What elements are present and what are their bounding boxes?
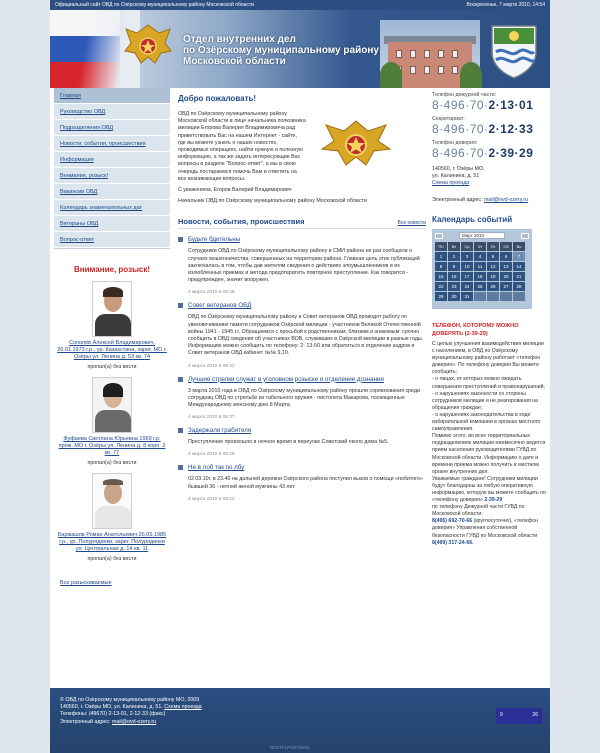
visit-counter[interactable]: 9 26 bbox=[496, 708, 542, 724]
footer-map-link[interactable]: Схема проезда bbox=[164, 704, 202, 711]
calendar-day[interactable]: 11 bbox=[474, 262, 486, 271]
calendar-next-button[interactable] bbox=[521, 233, 529, 239]
calendar-day[interactable]: 16 bbox=[448, 272, 460, 281]
bullet-icon bbox=[178, 377, 183, 382]
duty-phone-label: Телефон дежурной части: bbox=[432, 92, 497, 98]
bullet-icon bbox=[178, 303, 183, 308]
calendar-day[interactable]: 25 bbox=[474, 282, 486, 291]
calendar-weekday: Пт bbox=[487, 242, 499, 251]
calendar-day[interactable]: 21 bbox=[513, 272, 525, 281]
duty-phone-number: 8·496·70·2·13·01 bbox=[432, 98, 534, 112]
trust-phone-label: Телефон доверия: bbox=[432, 140, 478, 146]
trust-phone-heading: ТЕЛЕФОН, КОТОРОМУ МОЖНО ДОВЕРЯТЬ (2-39-29) bbox=[432, 323, 519, 337]
person-name-link[interactable]: Фуфаева Светлана Юрьевна 1959 г.р. прож. МО г. Озёры ул. Ленина д. 8 корп. 2 кв. 77 bbox=[58, 436, 166, 456]
all-wanted-link[interactable]: Все разыскиваемые bbox=[60, 580, 112, 586]
trust-phone-text: С целью улучшения взаимодействия милиции с населением, в ОВД по Озёрскому муниципальному району работает «телефон доверия». По телефону доверия Вы можете сообщить: - о лицах, от которых можно ожидать совершения преступлений и правонарушений; - о нарушениях законности со стороны сотрудников милиции и не реагирования на обращения граждан; - о нарушениях законодательства в ходе избирательной компании в органах местного самоуправления. Помимо этого, во всех территориальных подразделениях милиции ежемесячно ведется прием населения руководителями ГУВД по Московской области. Информацию о дате и времени приема можно получить в местном органе внутренних дел. Уважаемые граждане! Сотрудники милиции будут благодарны за любую оперативную информацию, которую вы можете сообщить по «телефону доверия» 2-39-29 по телефону Дежурной части ГУВД по Московской области: 8(495) 692-70-66 (круглосуточно), «телефон доверия» Управления собственной безопасности ГУВД по Московской области 8(499) 317-24-66. bbox=[432, 341, 546, 546]
calendar-day[interactable]: 20 bbox=[500, 272, 512, 281]
welcome-signature: Начальник ОВД по Озёрскому муниципальному району Московской области bbox=[178, 198, 367, 205]
header-banner bbox=[50, 10, 550, 88]
calendar-day[interactable]: 26 bbox=[487, 282, 499, 291]
calendar-heading: Календарь событий bbox=[432, 215, 513, 224]
nav-item-calendar-dates[interactable]: Календарь знаменательных дат bbox=[54, 200, 170, 216]
footer-copyright: © ОВД по Озёрскому муниципальному району МО, 2009 bbox=[60, 697, 200, 703]
nav-item-divisions[interactable]: Подразделения ОВД bbox=[54, 120, 170, 136]
calendar-day[interactable]: 19 bbox=[487, 272, 499, 281]
news-title-link[interactable]: Лучшие стрелки служат в уголовном розыске и отделение дознания bbox=[188, 375, 384, 383]
calendar-day[interactable]: 15 bbox=[435, 272, 447, 281]
calendar-day[interactable]: 14 bbox=[513, 262, 525, 271]
news-text: Сотрудники ОВД по Озёрскому муниципальному району в СМИ района не раз сообщали о случаях мошенничества, совершенных на территории района. Главная цель этих публикаций заключалась в том, чтобы дав жителям сведения о действиях злоумышленников и их излюбленных приемах и метода предотвратить повторное преступление. Как говорится - предупрежден, значит вооружен. bbox=[188, 248, 420, 284]
wanted-person bbox=[54, 377, 170, 466]
news-date: 4 марта 2010 в 09:28 bbox=[188, 452, 235, 458]
calendar-day[interactable]: 30 bbox=[448, 292, 460, 301]
calendar-prev-button[interactable] bbox=[435, 233, 443, 239]
nav-item-information[interactable]: Информация bbox=[54, 152, 170, 168]
person-photo[interactable] bbox=[92, 281, 132, 337]
news-title-link[interactable]: Совет ветеранов ОВД bbox=[188, 302, 252, 310]
welcome-paragraph: ОВД по Озёрскому муниципальному району Московской области в лице начальника полковника милиции Егорова Валерия Владимировича рад приветствовать Вас на нашем Интернет - сайте, где вы можете узнать о наших новостях, проводимых операциях, найти нужную и полезную информацию, а так же задать интересующие Вас вопросы в разделе "Вопрос-ответ", а мы в свою очередь постараемся помочь Вам и ответить на все возникающие вопросы. bbox=[178, 111, 306, 182]
bullet-icon bbox=[178, 428, 183, 433]
news-header bbox=[178, 217, 426, 229]
date-time: Воскресенье, 7 марта 2010, 14:54 bbox=[466, 2, 545, 8]
calendar-day[interactable]: 2 bbox=[448, 252, 460, 261]
wanted-heading: Внимание, розыск! bbox=[73, 265, 151, 274]
police-eagle-emblem-icon bbox=[318, 117, 394, 179]
bullet-icon bbox=[178, 465, 183, 470]
news-date: 4 марта 2010 в 09:48 bbox=[188, 290, 235, 296]
wanted-person bbox=[54, 473, 170, 562]
news-date: 4 марта 2010 в 09:37 bbox=[188, 415, 235, 421]
calendar-month-select[interactable]: Март 2010 bbox=[459, 232, 505, 239]
person-name-link[interactable]: Сополёв Алексей Владимирович, 20.01.1973 г.р., ур. Казахстана, зарег. МО г. Озёры ул. Ленина д. 53 кв. 74 bbox=[57, 340, 167, 360]
calendar-day[interactable]: 29 bbox=[435, 292, 447, 301]
calendar-day[interactable]: 12 bbox=[487, 262, 499, 271]
welcome-regards: С уважением, Егоров Валерий Владимирович bbox=[178, 187, 292, 194]
person-photo[interactable] bbox=[92, 473, 132, 529]
email-link[interactable]: mail@ovd-ozery.ru bbox=[483, 197, 529, 203]
news-item bbox=[178, 427, 426, 457]
site-caption: Официальный сайт ОВД по Озёрскому муниципальному району Московской области bbox=[55, 2, 254, 8]
calendar-day[interactable]: 3 bbox=[461, 252, 473, 261]
calendar-day bbox=[513, 292, 525, 301]
main-nav bbox=[54, 88, 170, 249]
ozery-coat-of-arms-icon bbox=[486, 22, 542, 80]
person-status: пропал(а) без вести bbox=[87, 364, 137, 370]
calendar-day bbox=[500, 292, 512, 301]
calendar-day[interactable]: 28 bbox=[513, 282, 525, 291]
address: 140560, г. Озёры МО, ул. Калинина, д. 51 Схема проезда bbox=[432, 166, 485, 186]
developer-credit: DIGITALPOSTMAN bbox=[270, 744, 310, 750]
news-item bbox=[178, 236, 426, 295]
events-calendar bbox=[432, 229, 532, 309]
calendar-day[interactable]: 13 bbox=[500, 262, 512, 271]
calendar-day[interactable]: 17 bbox=[461, 272, 473, 281]
secretary-phone-number: 8·496·70·2·12·33 bbox=[432, 122, 534, 136]
wanted-person bbox=[54, 281, 170, 370]
nav-item-leadership[interactable]: Руководство ОВД bbox=[54, 104, 170, 120]
welcome-section bbox=[178, 111, 426, 205]
main-area bbox=[50, 88, 550, 688]
nav-item-veterans[interactable]: Ветераны ОВД bbox=[54, 216, 170, 232]
person-status: пропал(а) без вести bbox=[87, 460, 137, 466]
nav-item-news[interactable]: Новости, события, происшествия bbox=[54, 136, 170, 152]
trust-phone-number: 8·496·70·2·39·29 bbox=[432, 146, 534, 160]
right-column bbox=[432, 88, 546, 547]
footer-email-link[interactable]: mail@ovd-ozery.ru bbox=[111, 718, 157, 725]
calendar-day bbox=[487, 292, 499, 301]
calendar-weekday: Сб bbox=[500, 242, 512, 251]
bullet-icon bbox=[178, 237, 183, 242]
news-date: 4 марта 2010 в 09:42 bbox=[188, 363, 235, 369]
map-link[interactable]: Схема проезда bbox=[432, 180, 470, 186]
calendar-day bbox=[474, 292, 486, 301]
nav-item-wanted[interactable]: Внимание, розыск! bbox=[54, 168, 170, 184]
left-column bbox=[54, 88, 170, 688]
calendar-weekday: Пн bbox=[435, 242, 447, 251]
person-name-link[interactable]: Баржашов Роман Анатольевич 26.05.1985 г.р., ур. Полурядинки, зарег. Полурядинки ул. Центральная д. 14 кв. 11 bbox=[57, 532, 167, 552]
nav-item-home[interactable]: Главная bbox=[54, 88, 170, 104]
footer bbox=[50, 688, 550, 753]
calendar-day[interactable]: 1 bbox=[435, 252, 447, 261]
news-text: 02.03.10г. в 23.40 на дальней деревни Озёрского района поступил вызов о помощи «побитого» бывшей 36 - летней женой мужчины 43 лет. bbox=[188, 476, 423, 490]
secretary-phone-label: Секретариат: bbox=[432, 116, 465, 122]
news-title-link[interactable]: Задержали грабителя bbox=[188, 427, 252, 435]
calendar-weekday: Ср bbox=[461, 242, 473, 251]
news-date: 4 марта 2010 в 09:22 bbox=[188, 496, 235, 502]
calendar-day[interactable]: 4 bbox=[474, 252, 486, 261]
all-news-link[interactable]: Все новости bbox=[397, 220, 426, 227]
calendar-day[interactable]: 7 bbox=[513, 252, 525, 261]
calendar-day[interactable]: 23 bbox=[448, 282, 460, 291]
calendar-day[interactable]: 31 bbox=[461, 292, 473, 301]
news-text: Преступление произошло в ночное время в переулке Советский около дома №5. bbox=[188, 439, 389, 446]
center-column bbox=[178, 88, 426, 502]
top-bar bbox=[50, 0, 550, 10]
calendar-grid bbox=[435, 242, 529, 301]
calendar-day[interactable]: 8 bbox=[435, 262, 447, 271]
email-line: Электронный адрес: mail@ovd-ozery.ru bbox=[432, 197, 529, 203]
calendar-weekday: Вт bbox=[448, 242, 460, 251]
nav-item-vacancies[interactable]: Вакансии ОВД bbox=[54, 184, 170, 200]
person-status: пропал(а) без вести bbox=[87, 556, 137, 562]
news-item bbox=[178, 464, 426, 501]
footer-phones: Телефоны: (49670) 2-13-01, 2-12-33 (факс) bbox=[60, 711, 166, 718]
site-title: Отдел внутренних дел по Озёрскому муниципальному району Московской области bbox=[183, 34, 379, 67]
page-wrapper bbox=[50, 0, 550, 753]
news-item bbox=[178, 302, 426, 368]
calendar-day[interactable]: 27 bbox=[500, 282, 512, 291]
news-item bbox=[178, 376, 426, 421]
welcome-heading: Добро пожаловать! bbox=[178, 94, 257, 103]
calendar-day[interactable]: 5 bbox=[487, 252, 499, 261]
person-photo[interactable] bbox=[92, 377, 132, 433]
footer-address: 140560, г. Озёры МО, ул. Калинина, д. 51. Схема проезда bbox=[60, 704, 202, 711]
calendar-day[interactable]: 10 bbox=[461, 262, 473, 271]
calendar-weekday: Чт bbox=[474, 242, 486, 251]
calendar-day[interactable]: 9 bbox=[448, 262, 460, 271]
calendar-weekday: Вс bbox=[513, 242, 525, 251]
police-emblem-icon bbox=[118, 18, 178, 78]
calendar-day[interactable]: 18 bbox=[474, 272, 486, 281]
calendar-day[interactable]: 6 bbox=[500, 252, 512, 261]
news-heading: Новости, события, происшествия bbox=[178, 217, 305, 227]
news-text: ОВД по Озёрскому муниципальному району и Совет ветеранов ОВД проводят работу по увековечиванию памяти сотрудников Озёрской милиции - участников Великой Отечественной войны 1941 - 1945 г.г. Обращаемся с просьбой к родственникам, близким и знакомым: срочно сообщить в ОВД сведения об участниках ВОВ, служивших в Озёрской милиции в разные годы. Информацию можно сообщить по телефону: 2- 13-50 или обратиться в отделение кадров и Совет ветеранов ОВД кабинет №№ 9,10. bbox=[188, 314, 424, 357]
news-title-link[interactable]: Не в лоб так по лбу bbox=[188, 464, 245, 472]
footer-email: Электронный адрес: mail@ovd-ozery.ru bbox=[60, 718, 157, 725]
news-text: 3 марта 2010 года в ОВД по Озёрскому муниципальному району прошли соревнования среди сотрудниц ОВД по стрельбе из табельного оружия - пистолета Макарова, посвященные Международному женскому дню 8 Марта. bbox=[188, 387, 421, 409]
calendar-day[interactable]: 22 bbox=[435, 282, 447, 291]
nav-item-faq[interactable]: Вопрос-ответ bbox=[54, 232, 170, 248]
news-title-link[interactable]: Будьте бдительны bbox=[188, 236, 241, 244]
calendar-day[interactable]: 24 bbox=[461, 282, 473, 291]
building-photo bbox=[380, 20, 480, 88]
